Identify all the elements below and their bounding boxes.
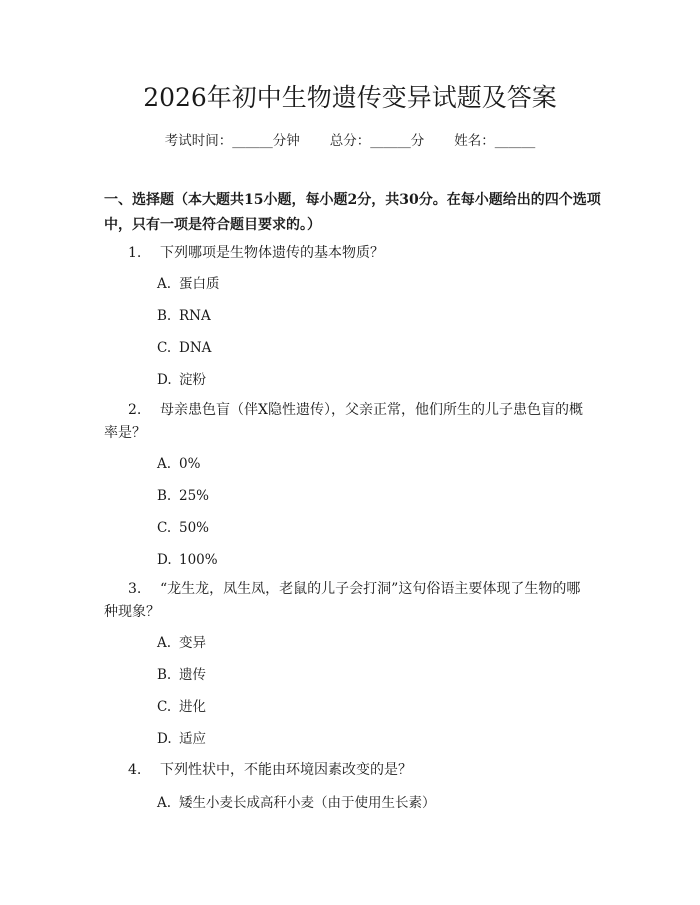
option xyxy=(157,729,206,749)
section-heading: 一、选择题（本大题共15小题，每小题2分，共30分。在每小题给出的四个选项中，只有一项是符合题目要求的。） xyxy=(104,192,601,233)
question-text: 母亲患色盲（伴X隐性遗传），父亲正常，他们所生的儿子患色盲的概率是？ xyxy=(104,402,583,441)
question-2 xyxy=(104,399,594,445)
option xyxy=(157,338,211,358)
question-number: 2. xyxy=(128,402,142,418)
question-text: “龙生龙，凤生凤，老鼠的儿子会打洞”这句俗语主要体现了生物的哪种现象？ xyxy=(104,581,581,620)
option-letter: B. xyxy=(157,488,172,504)
option-letter: D. xyxy=(157,552,172,568)
option-letter: C. xyxy=(157,699,172,715)
question-3 xyxy=(104,578,594,624)
option-text: 进化 xyxy=(179,699,206,715)
option-text: 变异 xyxy=(179,635,206,651)
question-1 xyxy=(104,242,594,265)
option xyxy=(157,370,206,390)
option-letter: A. xyxy=(157,456,172,472)
option-text: 蛋白质 xyxy=(179,276,220,292)
option-text: 50% xyxy=(179,520,210,536)
name-field: 姓名：______ xyxy=(454,133,536,149)
option-text: RNA xyxy=(179,308,211,324)
question-number: 4. xyxy=(128,762,142,778)
total-score-field: 总分：______分 xyxy=(329,133,425,149)
option-letter: B. xyxy=(157,308,172,324)
option-text: 矮生小麦长成高秆小麦（由于使用生长素） xyxy=(179,795,436,811)
question-number: 3. xyxy=(128,581,142,597)
option xyxy=(157,454,200,474)
option xyxy=(157,274,220,294)
question-text: 下列性状中，不能由环境因素改变的是？ xyxy=(160,762,412,778)
option-text: 淀粉 xyxy=(179,372,206,388)
exam-time-field: 考试时间：______分钟 xyxy=(164,133,300,149)
option-text: 100% xyxy=(179,552,218,568)
option-letter: D. xyxy=(157,731,172,747)
question-number: 1. xyxy=(128,245,142,261)
option-letter: B. xyxy=(157,667,172,683)
option-letter: A. xyxy=(157,276,172,292)
option xyxy=(157,697,206,717)
option xyxy=(157,633,206,653)
option xyxy=(157,550,218,570)
exam-meta xyxy=(0,131,700,151)
option xyxy=(157,486,209,506)
option-text: 25% xyxy=(179,488,210,504)
question-4 xyxy=(104,759,594,782)
option-letter: C. xyxy=(157,520,172,536)
option-letter: A. xyxy=(157,635,172,651)
option-letter: C. xyxy=(157,340,172,356)
option xyxy=(157,518,209,538)
option-text: 遗传 xyxy=(179,667,206,683)
option xyxy=(157,306,211,326)
option-text: 0% xyxy=(179,456,201,472)
option xyxy=(157,793,436,813)
document-title: 2026年初中生物遗传变异试题及答案 xyxy=(143,83,557,112)
question-text: 下列哪项是生物体遗传的基本物质？ xyxy=(160,245,384,261)
option-text: DNA xyxy=(179,340,212,356)
option-text: 适应 xyxy=(179,731,206,747)
option-letter: A. xyxy=(157,795,172,811)
option xyxy=(157,665,206,685)
option-letter: D. xyxy=(157,372,172,388)
